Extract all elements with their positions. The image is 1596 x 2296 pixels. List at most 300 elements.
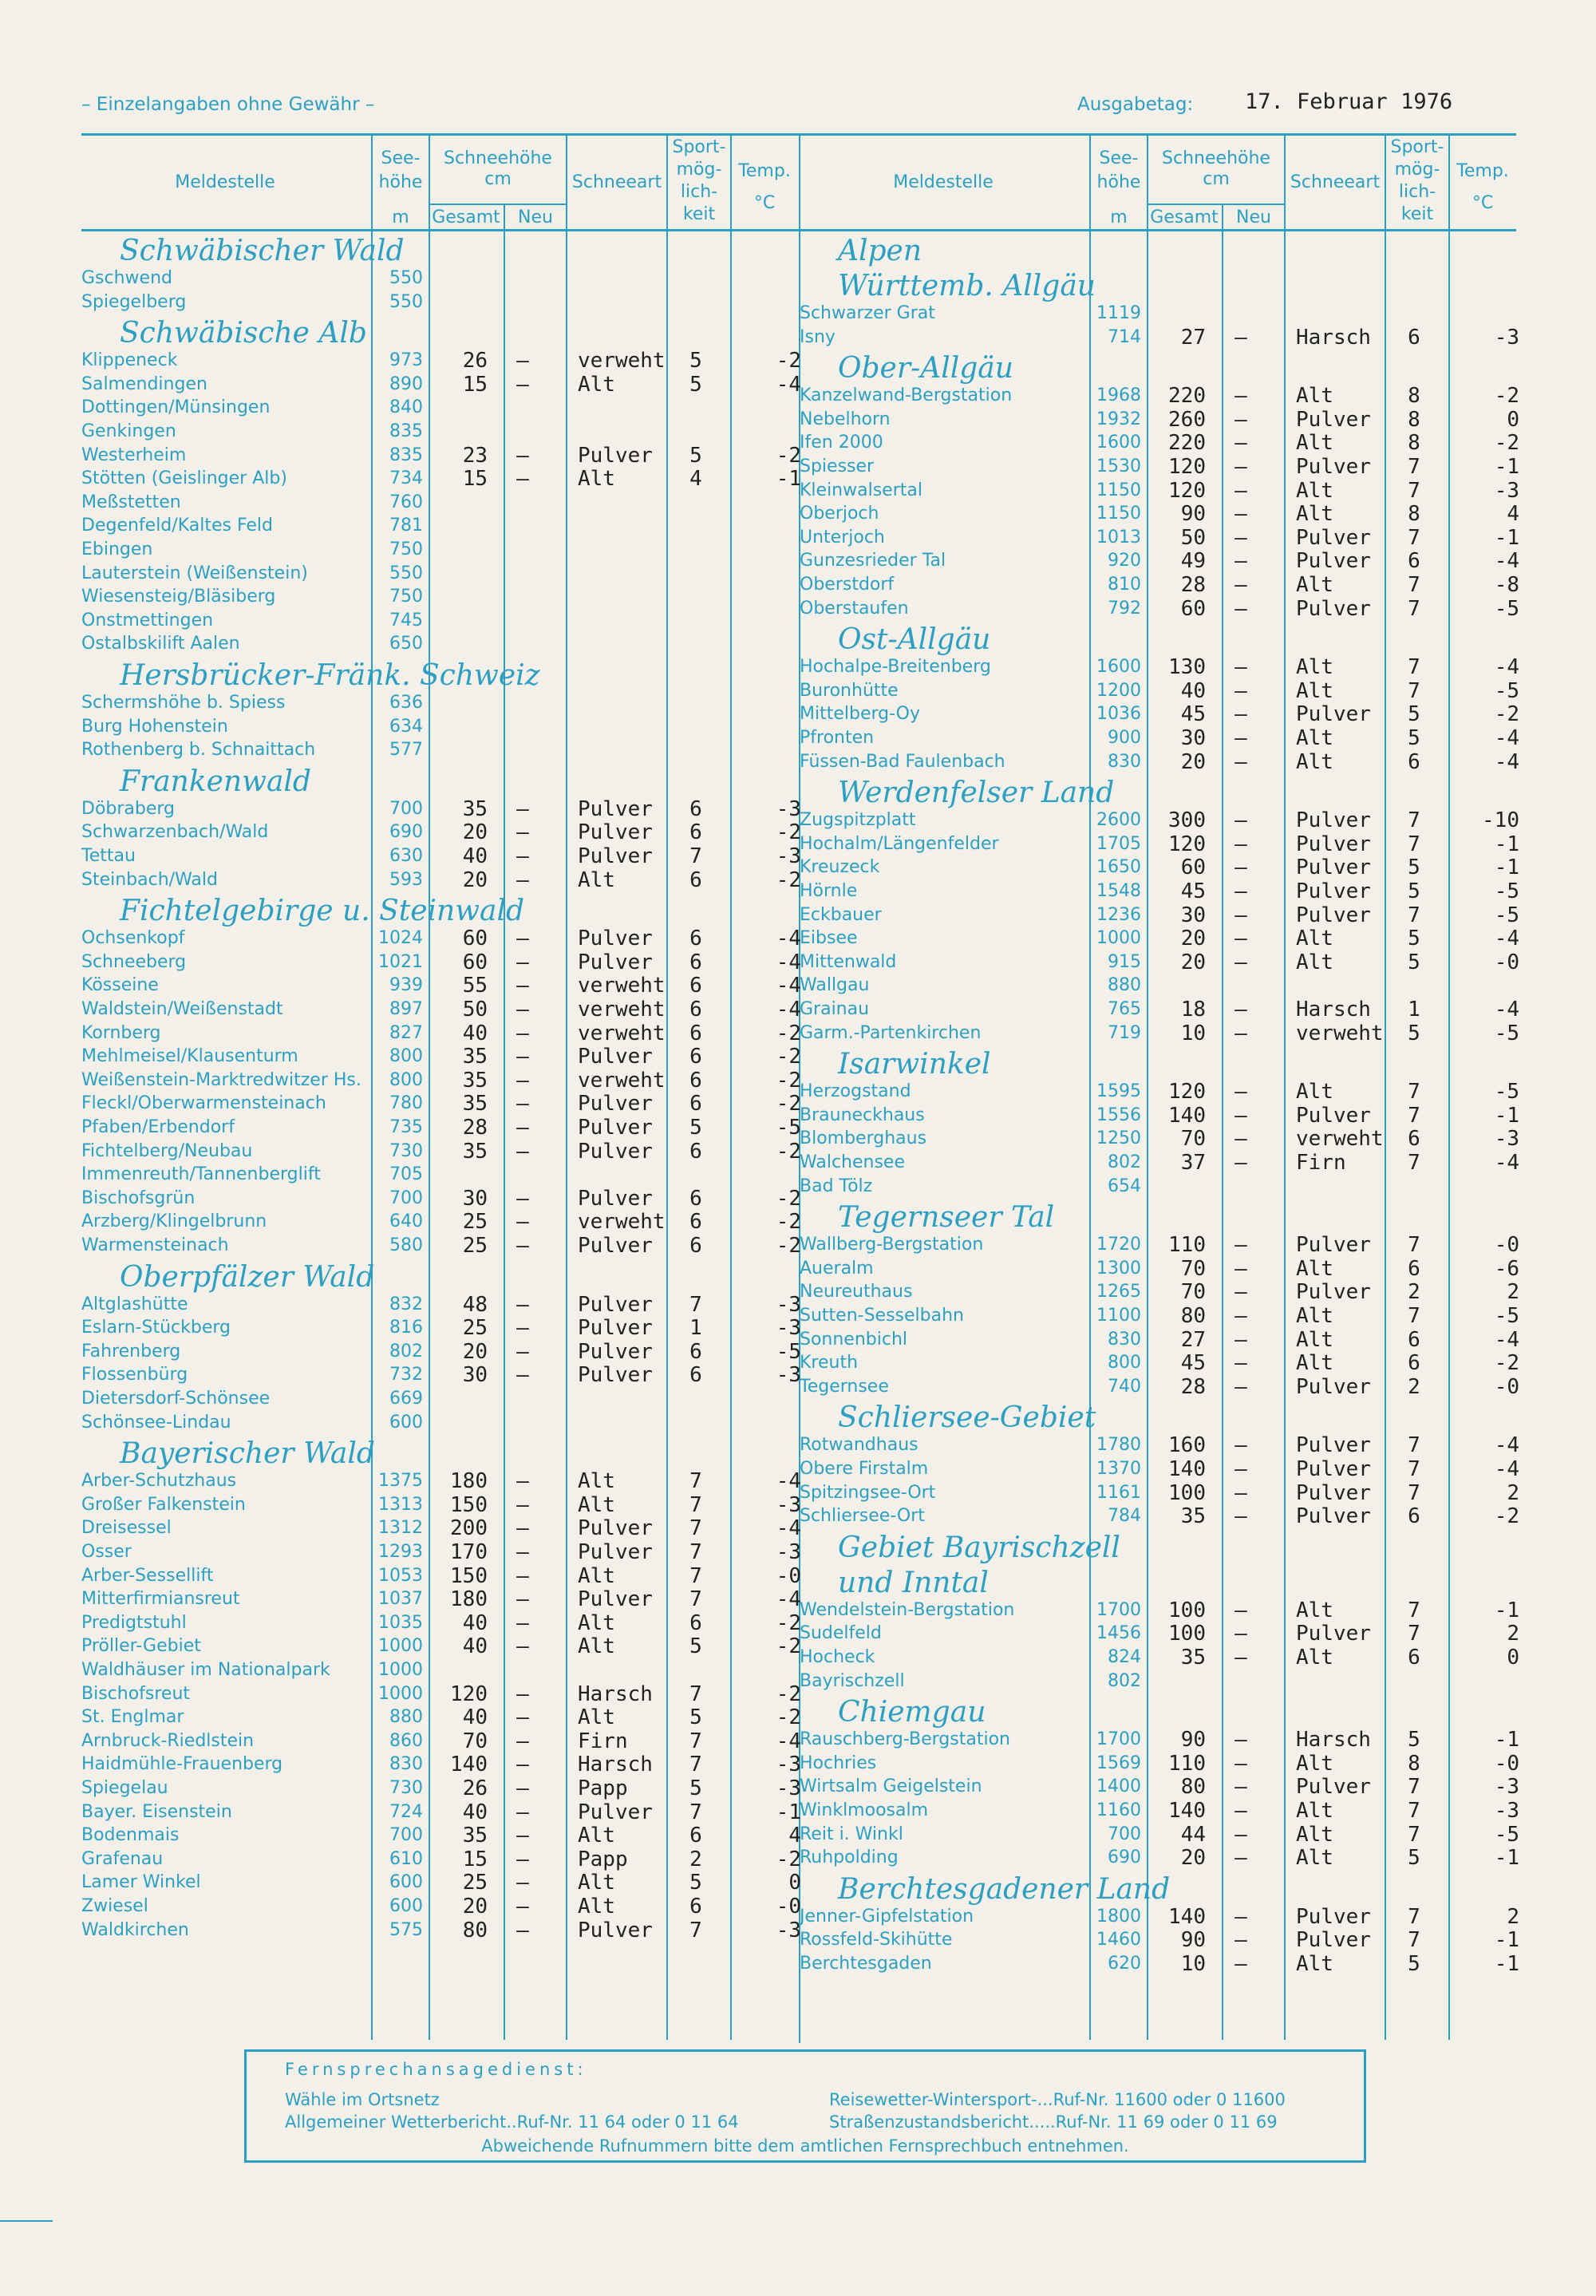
station-row	[81, 1234, 800, 1258]
station-name: Salmendingen	[81, 373, 207, 394]
elevation-value: 620	[1108, 1954, 1141, 1974]
temperature-value: -3	[776, 1776, 801, 1800]
sport-rating-value: 7	[689, 1753, 702, 1777]
snow-total-value: 35	[1180, 1504, 1206, 1529]
snow-type-value: Alt	[1296, 950, 1333, 974]
region-heading: und Inntal	[838, 1566, 989, 1599]
station-row	[800, 1080, 1518, 1104]
elevation-value: 735	[389, 1117, 423, 1137]
snow-total-value: 60	[1180, 596, 1206, 621]
snow-type-value: Pulver	[578, 1587, 653, 1612]
station-row	[800, 1233, 1518, 1257]
snow-type-value: Alt	[578, 372, 615, 397]
issue-date: 17. Februar 1976	[1245, 89, 1453, 114]
sport-rating-value: 6	[689, 950, 702, 974]
temperature-value: -5	[1494, 678, 1519, 703]
new-snow-value: –	[1235, 678, 1247, 703]
station-row	[81, 950, 800, 974]
new-snow-value: –	[1235, 1080, 1247, 1105]
new-snow-value: –	[1235, 1256, 1247, 1281]
temperature-value: -1	[776, 467, 801, 492]
station-name: Kösseine	[81, 975, 159, 996]
sport-rating-value: 6	[689, 867, 702, 892]
station-name: Haidmühle-Frauenberg	[81, 1754, 283, 1775]
station-name: Walchensee	[800, 1152, 905, 1172]
sport-rating-value: 7	[1408, 1304, 1420, 1328]
station-name: Bayrischzell	[800, 1670, 905, 1691]
temperature-value: -2	[776, 1634, 801, 1659]
snow-total-value: 23	[462, 443, 488, 468]
new-snow-value: –	[1235, 1304, 1247, 1328]
station-name: Dietersdorf-Schönsee	[81, 1389, 271, 1409]
station-row	[81, 715, 800, 739]
new-snow-value: –	[1235, 596, 1247, 621]
new-snow-value: –	[1235, 573, 1247, 597]
region-heading: Hersbrücker-Fränk. Schweiz	[120, 659, 540, 692]
snow-total-value: 140	[1168, 1799, 1206, 1823]
sport-rating-value: 7	[1408, 573, 1420, 597]
snow-total-value: 100	[1168, 1480, 1206, 1505]
temperature-value: -4	[776, 950, 801, 974]
elevation-value: 600	[389, 1412, 423, 1433]
snow-type-value: Pulver	[1296, 832, 1371, 856]
new-snow-value: –	[1235, 325, 1247, 350]
snow-type-value: Papp	[578, 1776, 628, 1800]
station-row	[81, 1824, 800, 1847]
new-snow-value: –	[1235, 998, 1247, 1022]
new-snow-value: –	[1235, 1952, 1247, 1976]
snow-type-value: Pulver	[1296, 903, 1371, 927]
new-snow-value: –	[516, 1516, 529, 1541]
snow-total-value: 30	[462, 1363, 488, 1388]
snow-type-value: Pulver	[578, 1918, 653, 1942]
snow-total-value: 180	[450, 1587, 488, 1612]
temperature-value: 2	[1507, 1904, 1519, 1929]
sport-rating-value: 7	[1408, 1622, 1420, 1646]
region-heading: Isarwinkel	[838, 1048, 991, 1081]
station-name: Waldhäuser im Nationalpark	[81, 1660, 330, 1680]
new-snow-value: –	[516, 1824, 529, 1848]
elevation-value: 580	[389, 1235, 423, 1255]
station-name: Schermshöhe b. Spiess	[81, 693, 286, 713]
elevation-value: 1650	[1096, 857, 1141, 878]
sport-rating-value: 5	[689, 1705, 702, 1730]
station-row	[800, 1670, 1518, 1693]
sport-rating-value: 6	[1408, 1351, 1420, 1376]
temperature-value: -4	[776, 974, 801, 998]
new-snow-value: –	[1235, 1457, 1247, 1481]
elevation-value: 1400	[1096, 1776, 1141, 1797]
sport-rating-value: 5	[689, 1634, 702, 1659]
col-schneeart: Schneeart	[571, 172, 662, 192]
station-row	[81, 1469, 800, 1493]
station-row	[800, 1775, 1518, 1799]
new-snow-value: –	[516, 372, 529, 397]
station-row	[81, 998, 800, 1022]
sport-rating-value: 5	[689, 349, 702, 373]
snow-type-value: Pulver	[578, 927, 653, 951]
station-name: Immenreuth/Tannenberglift	[81, 1164, 321, 1185]
station-row	[800, 1280, 1518, 1304]
new-snow-value: –	[516, 820, 529, 845]
sport-rating-value: 6	[689, 1021, 702, 1045]
elevation-value: 1293	[378, 1542, 423, 1562]
snow-type-value: Pulver	[1296, 1233, 1371, 1258]
temperature-value: 2	[1507, 1622, 1519, 1646]
sport-rating-value: 7	[1408, 1775, 1420, 1800]
station-row	[800, 1823, 1518, 1847]
sport-rating-value: 6	[1408, 1327, 1420, 1352]
sport-rating-value: 4	[689, 467, 702, 492]
elevation-value: 593	[389, 869, 423, 890]
road-report-number: Straßenzustandsbericht.....Ruf-Nr. 11 69 oder 0 11 69	[829, 2112, 1278, 2132]
station-row	[800, 1599, 1518, 1622]
snow-total-value: 170	[450, 1540, 488, 1564]
station-name: Grafenau	[81, 1848, 164, 1869]
station-row	[81, 491, 800, 515]
elevation-value: 900	[1108, 728, 1141, 748]
station-name: Fichtelberg/Neubau	[81, 1140, 253, 1161]
sport-rating-value: 5	[689, 1871, 702, 1895]
sport-rating-value: 6	[689, 974, 702, 998]
snow-type-value: Harsch	[1296, 325, 1371, 350]
elevation-value: 1375	[378, 1471, 423, 1492]
snow-total-value: 48	[462, 1292, 488, 1317]
new-snow-value: –	[516, 1492, 529, 1517]
col-hoehe: höhe	[378, 172, 423, 192]
station-name: Degenfeld/Kaltes Feld	[81, 516, 274, 536]
new-snow-value: –	[1235, 1374, 1247, 1399]
col-temp: Temp.	[738, 161, 791, 181]
elevation-value: 1370	[1096, 1459, 1141, 1479]
new-snow-value: –	[1235, 407, 1247, 432]
temperature-value: -1	[1494, 1928, 1519, 1953]
sport-rating-value: 7	[1408, 808, 1420, 833]
new-snow-value: –	[516, 998, 529, 1022]
snow-type-value: Pulver	[1296, 455, 1371, 479]
elevation-value: 719	[1108, 1022, 1141, 1043]
sport-rating-value: 7	[1408, 596, 1420, 621]
station-name: Gschwend	[81, 268, 172, 288]
temperature-value: -2	[776, 1092, 801, 1116]
new-snow-value: –	[516, 1776, 529, 1800]
temperature-value: -4	[776, 1587, 801, 1612]
elevation-value: 800	[1108, 1353, 1141, 1373]
temperature-value: -2	[776, 1045, 801, 1069]
station-name: Rossfeld-Skihütte	[800, 1930, 953, 1950]
elevation-value: 1569	[1096, 1753, 1141, 1773]
elevation-value: 550	[389, 563, 423, 583]
new-snow-value: –	[516, 1316, 529, 1341]
station-row	[800, 1351, 1518, 1375]
elevation-value: 700	[389, 1825, 423, 1846]
snow-type-value: Pulver	[1296, 856, 1371, 880]
station-name: Hochries	[800, 1753, 877, 1773]
new-snow-value: –	[1235, 903, 1247, 927]
sport-rating-value: 7	[689, 1918, 702, 1942]
station-name: Osser	[81, 1542, 132, 1562]
station-name: Kanzelwand-Bergstation	[800, 385, 1013, 406]
new-snow-value: –	[1235, 1598, 1247, 1622]
snow-total-value: 220	[1168, 384, 1206, 409]
station-row	[800, 832, 1518, 856]
station-row	[800, 927, 1518, 950]
new-snow-value: –	[516, 1363, 529, 1388]
region-heading: Schwäbische Alb	[120, 317, 367, 350]
station-row	[800, 1328, 1518, 1352]
phone-service-box	[244, 2049, 1366, 2163]
station-row	[800, 1952, 1518, 1976]
temperature-value: -3	[776, 1918, 801, 1942]
snow-total-value: 25	[462, 1234, 488, 1258]
sport-rating-value: 6	[689, 796, 702, 821]
snow-type-value: Pulver	[578, 1045, 653, 1069]
temperature-value: -4	[1494, 1457, 1519, 1481]
col-gesamt: Gesamt	[432, 207, 500, 227]
new-snow-value: –	[1235, 1751, 1247, 1776]
station-name: Bodenmais	[81, 1825, 180, 1846]
temperature-value: -4	[1494, 1151, 1519, 1175]
snow-total-value: 18	[1180, 998, 1206, 1022]
snow-type-value: Alt	[1296, 678, 1333, 703]
col-gesamt: Gesamt	[1150, 207, 1219, 227]
snow-type-value: Alt	[1296, 1952, 1333, 1976]
elevation-value: 1932	[1096, 409, 1141, 429]
snow-type-value: Alt	[578, 1871, 615, 1895]
sport-rating-value: 7	[689, 1563, 702, 1588]
station-name: Pfaben/Erbendorf	[81, 1117, 235, 1137]
sport-rating-value: 6	[689, 1824, 702, 1848]
station-row	[81, 927, 800, 950]
station-row	[81, 1363, 800, 1387]
snow-total-value: 20	[1180, 749, 1206, 774]
temperature-value: -4	[1494, 549, 1519, 574]
elevation-value: 1300	[1096, 1258, 1141, 1278]
station-name: Dreisessel	[81, 1518, 172, 1539]
sport-rating-value: 5	[1408, 1021, 1420, 1045]
snow-type-value: Alt	[1296, 478, 1333, 503]
station-row	[800, 1022, 1518, 1045]
snow-type-value: Alt	[1296, 1799, 1333, 1823]
new-snow-value: –	[516, 1021, 529, 1045]
elevation-value: 830	[389, 1754, 423, 1775]
sport-rating-value: 8	[1408, 431, 1420, 456]
station-name: Fahrenberg	[81, 1341, 181, 1361]
elevation-value: 610	[389, 1848, 423, 1869]
col-meldestelle: Meldestelle	[893, 172, 994, 192]
snow-type-value: Alt	[1296, 1646, 1333, 1670]
new-snow-value: –	[1235, 1021, 1247, 1045]
sport-rating-value: 7	[689, 844, 702, 868]
snow-total-value: 20	[462, 1895, 488, 1919]
station-name: Predigtstuhl	[81, 1612, 187, 1633]
elevation-value: 1700	[1096, 1599, 1141, 1620]
station-name: Arber-Schutzhaus	[81, 1471, 237, 1492]
snow-type-value: Alt	[1296, 726, 1333, 750]
station-name: Garm.-Partenkirchen	[800, 1022, 982, 1043]
station-row	[800, 679, 1518, 703]
snow-total-value: 45	[1180, 702, 1206, 727]
new-snow-value: –	[1235, 1233, 1247, 1258]
temperature-value: -4	[1494, 655, 1519, 680]
snow-total-value: 35	[462, 1068, 488, 1093]
station-row	[800, 655, 1518, 679]
station-row	[800, 597, 1518, 621]
sport-rating-value: 5	[689, 1116, 702, 1140]
sport-rating-value: 5	[1408, 1952, 1420, 1976]
elevation-value: 750	[389, 539, 423, 559]
snow-total-value: 25	[462, 1316, 488, 1341]
station-row	[81, 514, 800, 538]
station-name: Fleckl/Oberwarmensteinach	[81, 1093, 326, 1114]
temperature-value: -4	[1494, 1327, 1519, 1352]
temperature-value: -5	[1494, 1822, 1519, 1847]
snow-total-value: 20	[462, 820, 488, 845]
snow-type-value: Pulver	[578, 1339, 653, 1364]
station-name: Isny	[800, 326, 836, 347]
temperature-value: -1	[1494, 1598, 1519, 1622]
snow-type-value: Pulver	[1296, 1775, 1371, 1800]
sport-rating-value: 1	[1408, 998, 1420, 1022]
new-snow-value: –	[1235, 808, 1247, 833]
col-unit: °C	[1472, 193, 1494, 213]
new-snow-value: –	[516, 1186, 529, 1211]
col-schneeart: Schneeart	[1290, 172, 1381, 192]
station-row	[81, 1611, 800, 1635]
station-name: Kleinwalsertal	[800, 480, 922, 500]
new-snow-value: –	[1235, 1280, 1247, 1305]
new-snow-value: –	[516, 1210, 529, 1235]
col-hoehe: höhe	[1096, 172, 1141, 192]
snow-total-value: 15	[462, 467, 488, 492]
disclaimer: – Einzelangaben ohne Gewähr –	[81, 94, 375, 115]
station-name: Wiesensteig/Bläsiberg	[81, 587, 276, 607]
temperature-value: -4	[776, 1516, 801, 1541]
station-row	[81, 1293, 800, 1317]
col-sport-2: mög-	[676, 160, 722, 180]
sport-rating-value: 7	[1408, 1928, 1420, 1953]
temperature-value: -0	[1494, 1751, 1519, 1776]
snow-type-value: Alt	[1296, 1327, 1333, 1352]
station-name: Arzberg/Klingelbrunn	[81, 1211, 267, 1232]
snow-type-value: Harsch	[578, 1681, 653, 1706]
station-row	[81, 974, 800, 998]
new-snow-value: –	[516, 1895, 529, 1919]
station-name: Westerheim	[81, 445, 187, 465]
station-name: Oberstaufen	[800, 598, 909, 618]
snow-total-value: 45	[1180, 879, 1206, 903]
station-name: Spitzingsee-Ort	[800, 1482, 936, 1503]
elevation-value: 636	[389, 693, 423, 713]
snow-type-value: Alt	[1296, 1822, 1333, 1847]
snow-total-value: 220	[1168, 431, 1206, 456]
new-snow-value: –	[1235, 478, 1247, 503]
elevation-value: 740	[1108, 1376, 1141, 1397]
snow-total-value: 28	[462, 1116, 488, 1140]
temperature-value: -4	[776, 927, 801, 951]
new-snow-value: –	[1235, 1327, 1247, 1352]
sport-rating-value: 5	[1408, 1846, 1420, 1871]
station-name: Gunzesrieder Tal	[800, 551, 946, 571]
elevation-value: 897	[389, 999, 423, 1019]
station-row	[81, 420, 800, 444]
snow-type-value: Alt	[578, 1634, 615, 1659]
sport-rating-value: 7	[1408, 1103, 1420, 1128]
snow-type-value: Alt	[578, 1563, 615, 1588]
snow-total-value: 180	[450, 1469, 488, 1494]
temperature-value: -1	[1494, 1728, 1519, 1753]
new-snow-value: –	[1235, 927, 1247, 951]
elevation-value: 750	[389, 587, 423, 607]
temperature-value: -3	[776, 1316, 801, 1341]
station-name: Warmensteinach	[81, 1235, 229, 1255]
station-row	[81, 820, 800, 844]
elevation-value: 792	[1108, 598, 1141, 618]
snow-total-value: 70	[1180, 1256, 1206, 1281]
snow-type-value: Pulver	[1296, 1457, 1371, 1481]
temperature-value: -2	[776, 1847, 801, 1871]
temperature-value: -2	[776, 1681, 801, 1706]
phone-book-note: Abweichende Rufnummern bitte dem amtlichen Fernsprechbuch entnehmen.	[481, 2136, 1129, 2156]
col-sport-3: lich-	[680, 182, 718, 202]
new-snow-value: –	[1235, 1622, 1247, 1646]
station-name: Eckbauer	[800, 904, 882, 925]
snow-type-value: Pulver	[578, 844, 653, 868]
new-snow-value: –	[1235, 1728, 1247, 1753]
sport-rating-value: 6	[1408, 1646, 1420, 1670]
new-snow-value: –	[516, 1339, 529, 1364]
phone-service-title: Fernsprechansagedienst:	[285, 2060, 587, 2079]
station-row	[81, 396, 800, 420]
station-name: Grainau	[800, 999, 870, 1019]
new-snow-value: –	[1235, 1504, 1247, 1529]
new-snow-value: –	[1235, 1351, 1247, 1376]
temperature-value: 2	[1507, 1480, 1519, 1505]
station-name: Mittenwald	[800, 951, 897, 972]
new-snow-value: –	[516, 1918, 529, 1942]
new-snow-value: –	[1235, 1151, 1247, 1175]
new-snow-value: –	[1235, 1822, 1247, 1847]
sport-rating-value: 5	[1408, 702, 1420, 727]
col-unit: °C	[753, 193, 776, 213]
snow-type-value: Alt	[1296, 384, 1333, 409]
elevation-value: 830	[1108, 1329, 1141, 1350]
snow-type-value: Firn	[1296, 1151, 1346, 1175]
station-row	[81, 1847, 800, 1871]
region-heading: Ost-Allgäu	[838, 623, 991, 657]
elevation-value: 550	[389, 268, 423, 288]
snow-type-value: Pulver	[1296, 1622, 1371, 1646]
temperature-value: -5	[1494, 596, 1519, 621]
temperature-value: -1	[1494, 1103, 1519, 1128]
station-row	[81, 1753, 800, 1776]
elevation-value: 550	[389, 291, 423, 312]
station-name: Kornberg	[81, 1022, 161, 1043]
station-name: Lamer Winkel	[81, 1872, 201, 1893]
elevation-value: 800	[389, 1069, 423, 1090]
region-heading: Oberpfälzer Wald	[120, 1260, 375, 1294]
station-row	[800, 408, 1518, 432]
snow-type-value: Pulver	[578, 820, 653, 845]
station-row	[800, 1457, 1518, 1481]
snow-total-value: 10	[1180, 1952, 1206, 1976]
col-sport-1: Sport-	[672, 137, 726, 157]
station-row	[81, 1658, 800, 1682]
temperature-value: -2	[1494, 1351, 1519, 1376]
elevation-value: 577	[389, 740, 423, 761]
station-row	[800, 750, 1518, 774]
region-heading: Schliersee-Gebiet	[838, 1401, 1096, 1435]
